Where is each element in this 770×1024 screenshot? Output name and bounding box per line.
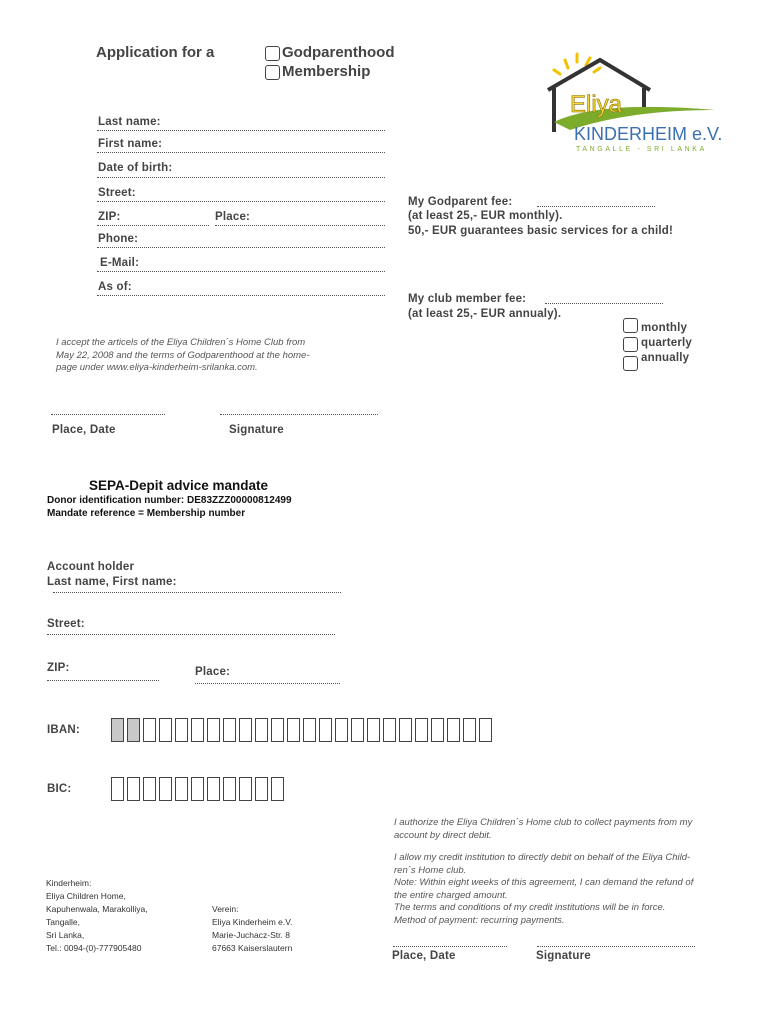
club-min-text: (at least 25,- EUR annualy). xyxy=(408,308,562,320)
sepa-place-label: Place: xyxy=(195,666,231,678)
authorize-line: The terms and conditions of my credit institutions will be in force. xyxy=(394,902,666,913)
footer-line: Kapuhenwala, Marakolliya, xyxy=(46,904,148,914)
donor-id-text: Donor identification number: DE83ZZZ00000812499 xyxy=(47,495,292,506)
authorize-line: Note: Within eight weeks of this agreement, I can demand the refund of xyxy=(394,877,694,888)
phone-field[interactable] xyxy=(97,247,385,248)
authorize-line: account by direct debit. xyxy=(394,829,492,841)
iban-digit-box[interactable] xyxy=(111,718,124,742)
zip-field[interactable] xyxy=(97,225,209,226)
holder-name-label: Last name, First name: xyxy=(47,576,177,588)
sepa-title: SEPA-Depit advice mandate xyxy=(89,478,269,493)
club-fee-label: My club member fee: xyxy=(408,293,527,305)
godparent-fee-field[interactable] xyxy=(537,206,655,207)
zip-label: ZIP: xyxy=(98,211,121,223)
place-date-label-2: Place, Date xyxy=(392,950,456,962)
iban-digit-box[interactable] xyxy=(223,718,236,742)
iban-digit-box[interactable] xyxy=(239,718,252,742)
footer-line: Eliya Children Home, xyxy=(46,891,126,901)
bic-label: BIC: xyxy=(47,783,72,795)
account-holder-label: Account holder xyxy=(47,561,135,573)
quarterly-label: quarterly xyxy=(641,337,693,349)
iban-digit-box[interactable] xyxy=(335,718,348,742)
annually-label: annually xyxy=(641,352,690,364)
membership-checkbox[interactable] xyxy=(265,65,280,80)
bic-input[interactable] xyxy=(111,777,287,801)
footer-line: Kinderheim: xyxy=(46,878,92,888)
iban-input[interactable] xyxy=(111,718,495,742)
footer-line: Sri Lanka, xyxy=(46,930,85,940)
monthly-checkbox[interactable] xyxy=(623,318,638,333)
place-label: Place: xyxy=(215,211,251,223)
place-date-field-2[interactable] xyxy=(393,946,507,947)
iban-digit-box[interactable] xyxy=(255,718,268,742)
last-name-label: Last name: xyxy=(98,116,161,128)
logo-org-text: KINDERHEIM e.V. xyxy=(574,124,723,144)
godparent-fee-label: My Godparent fee: xyxy=(408,196,513,208)
iban-digit-box[interactable] xyxy=(159,718,172,742)
iban-digit-box[interactable] xyxy=(303,718,316,742)
street-label: Street: xyxy=(98,187,136,199)
iban-digit-box[interactable] xyxy=(383,718,396,742)
bic-char-box[interactable] xyxy=(239,777,252,801)
bic-char-box[interactable] xyxy=(127,777,140,801)
logo-location-text: TANGALLE - SRI LANKA xyxy=(576,146,707,153)
iban-digit-box[interactable] xyxy=(207,718,220,742)
footer-line: 67663 Kaiserslautern xyxy=(212,943,293,953)
place-date-label-1: Place, Date xyxy=(52,424,116,436)
sepa-street-label: Street: xyxy=(47,618,85,630)
authorize-line: I authorize the Eliya Children´s Home club to collect payments from my xyxy=(394,817,693,828)
accept-text xyxy=(56,337,310,375)
iban-digit-box[interactable] xyxy=(287,718,300,742)
godparenthood-checkbox[interactable] xyxy=(265,46,280,61)
bic-char-box[interactable] xyxy=(175,777,188,801)
iban-digit-box[interactable] xyxy=(175,718,188,742)
iban-digit-box[interactable] xyxy=(415,718,428,742)
bic-char-box[interactable] xyxy=(271,777,284,801)
phone-label: Phone: xyxy=(98,233,139,245)
footer-line: Marie-Juchacz-Str. 8 xyxy=(212,930,290,940)
authorize-text xyxy=(394,817,734,927)
holder-name-field[interactable] xyxy=(53,592,341,593)
iban-digit-box[interactable] xyxy=(447,718,460,742)
mandate-ref-text: Mandate reference = Membership number xyxy=(47,508,246,519)
iban-digit-box[interactable] xyxy=(319,718,332,742)
sepa-place-field[interactable] xyxy=(195,683,340,684)
iban-digit-box[interactable] xyxy=(399,718,412,742)
iban-digit-box[interactable] xyxy=(463,718,476,742)
iban-digit-box[interactable] xyxy=(271,718,284,742)
footer-line: Eliya Kinderheim e.V. xyxy=(212,917,293,927)
dob-label: Date of birth: xyxy=(98,162,173,174)
signature-label-1: Signature xyxy=(229,424,284,436)
accept-line-2: May 22, 2008 and the terms of Godparenthood at the home- xyxy=(56,349,310,361)
authorize-line: Method of payment: recurring payments. xyxy=(394,914,565,926)
sepa-street-field[interactable] xyxy=(47,634,335,635)
authorize-line: I allow my credit institution to directly debit on behalf of the Eliya Child- xyxy=(394,852,691,863)
footer-verein-address xyxy=(212,903,292,955)
as-of-label: As of: xyxy=(98,281,132,293)
godparent-min-text: (at least 25,- EUR monthly). xyxy=(408,210,563,222)
first-name-field[interactable] xyxy=(97,152,385,153)
iban-digit-box[interactable] xyxy=(367,718,380,742)
bic-char-box[interactable] xyxy=(111,777,124,801)
footer-line: Tangalle, xyxy=(46,917,81,927)
signature-field-1[interactable] xyxy=(220,414,378,415)
footer-home-address xyxy=(46,877,148,955)
iban-digit-box[interactable] xyxy=(351,718,364,742)
authorize-line: the entire charged amount. xyxy=(394,889,508,901)
signature-field-2[interactable] xyxy=(537,946,695,947)
eliya-logo-graphic xyxy=(540,50,730,160)
place-field[interactable] xyxy=(215,225,385,226)
eliya-logo xyxy=(540,50,730,160)
sepa-zip-field[interactable] xyxy=(47,680,159,681)
iban-digit-box[interactable] xyxy=(191,718,204,742)
iban-digit-box[interactable] xyxy=(127,718,140,742)
quarterly-checkbox[interactable] xyxy=(623,337,638,352)
street-field[interactable] xyxy=(97,201,385,202)
accept-line-3: page under www.eliya-kinderheim-srilanka.com. xyxy=(56,362,258,373)
bic-char-box[interactable] xyxy=(207,777,220,801)
iban-digit-box[interactable] xyxy=(143,718,156,742)
signature-label-2: Signature xyxy=(536,950,591,962)
email-label: E-Mail: xyxy=(100,257,140,269)
godparent-note-text: 50,- EUR guarantees basic services for a child! xyxy=(408,225,674,237)
as-of-field[interactable] xyxy=(97,295,385,296)
last-name-field[interactable] xyxy=(97,130,385,131)
iban-digit-box[interactable] xyxy=(431,718,444,742)
godparenthood-label: Godparenthood xyxy=(282,44,395,61)
dob-field[interactable] xyxy=(97,177,385,178)
bic-char-box[interactable] xyxy=(191,777,204,801)
authorize-line: ren´s Home club. xyxy=(394,864,467,876)
footer-line: Tel.: 0094-(0)-777905480 xyxy=(46,943,142,953)
bic-char-box[interactable] xyxy=(255,777,268,801)
iban-label: IBAN: xyxy=(47,724,80,736)
monthly-label: monthly xyxy=(641,322,688,334)
svg-text:Eliya: Eliya xyxy=(570,91,623,118)
place-date-field-1[interactable] xyxy=(51,414,165,415)
sepa-zip-label: ZIP: xyxy=(47,662,70,674)
bic-char-box[interactable] xyxy=(159,777,172,801)
annually-checkbox[interactable] xyxy=(623,356,638,371)
bic-char-box[interactable] xyxy=(223,777,236,801)
accept-line-1: I accept the articels of the Eliya Children´s Home Club from xyxy=(56,337,306,348)
bic-char-box[interactable] xyxy=(143,777,156,801)
application-for-label: Application for a xyxy=(96,44,215,61)
first-name-label: First name: xyxy=(98,138,163,150)
iban-digit-box[interactable] xyxy=(479,718,492,742)
email-field[interactable] xyxy=(97,271,385,272)
footer-line: Verein: xyxy=(212,904,239,914)
club-fee-field[interactable] xyxy=(545,303,663,304)
membership-label: Membership xyxy=(282,63,371,80)
